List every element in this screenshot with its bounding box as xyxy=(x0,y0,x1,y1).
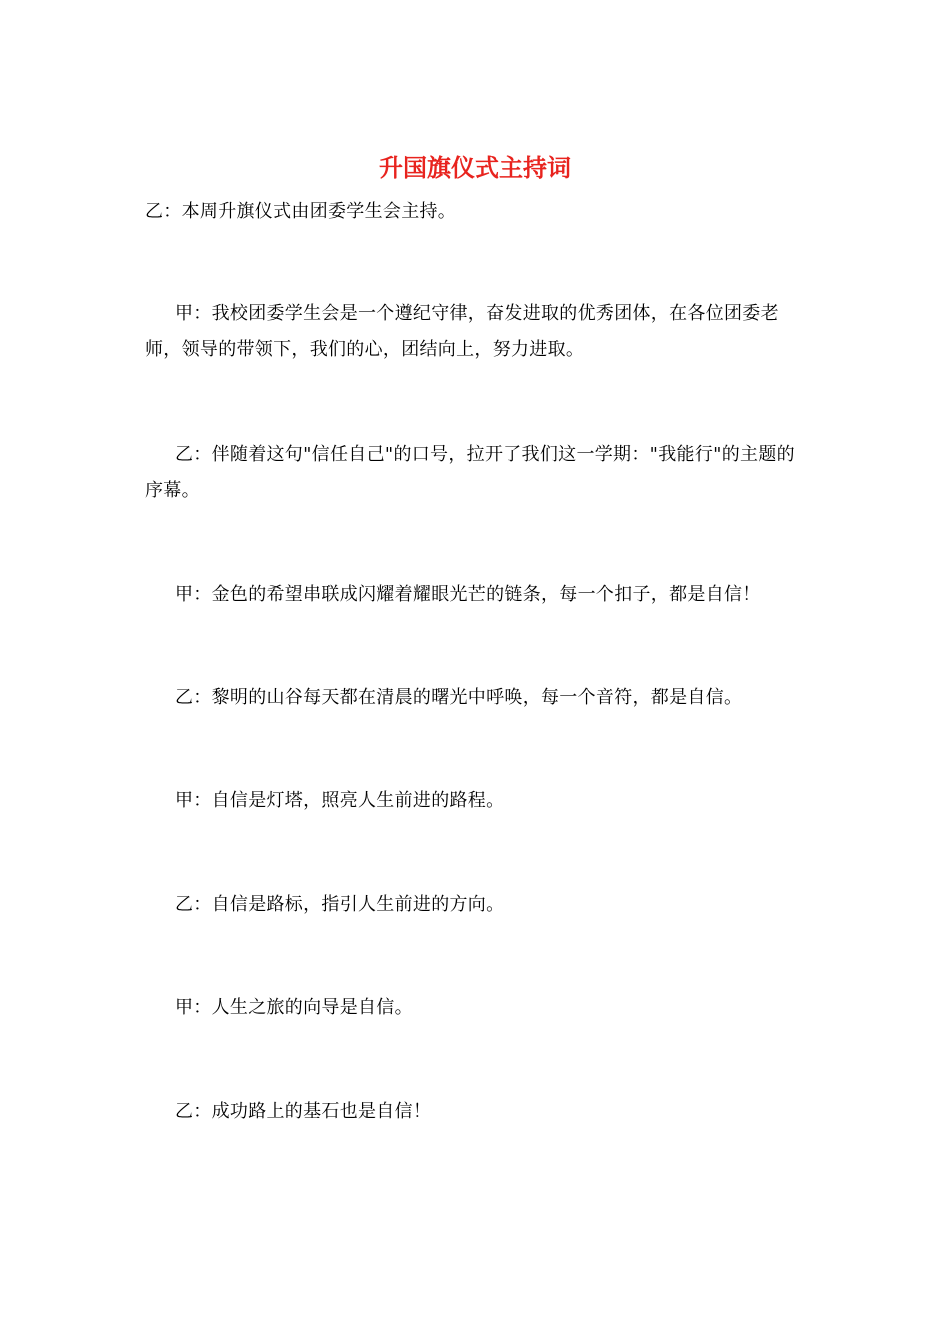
paragraph-1: 乙：本周升旗仪式由团委学生会主持。 xyxy=(145,201,457,222)
paragraph-8: 甲：人生之旅的向导是自信。 xyxy=(175,997,413,1018)
document-title: 升国旗仪式主持词 xyxy=(379,153,571,182)
paragraph-5: 乙：黎明的山谷每天都在清晨的曙光中呼唤，每一个音符，都是自信。 xyxy=(175,687,743,708)
paragraph-7: 乙：自信是路标，指引人生前进的方向。 xyxy=(175,894,505,915)
paragraph-3: 乙：伴随着这句"信任自己"的口号，拉开了我们这一学期："我能行"的主题的序幕。 xyxy=(145,444,795,501)
paragraph-2: 甲：我校团委学生会是一个遵纪守律，奋发进取的优秀团体，在各位团委老师，领导的带领下，我们的心，团结向上，努力进取。 xyxy=(145,303,779,360)
paragraph-9: 乙：成功路上的基石也是自信！ xyxy=(175,1101,432,1122)
paragraph-6: 甲：自信是灯塔，照亮人生前进的路程。 xyxy=(175,790,505,811)
paragraph-4: 甲：金色的希望串联成闪耀着耀眼光芒的链条，每一个扣子，都是自信！ xyxy=(175,584,761,605)
